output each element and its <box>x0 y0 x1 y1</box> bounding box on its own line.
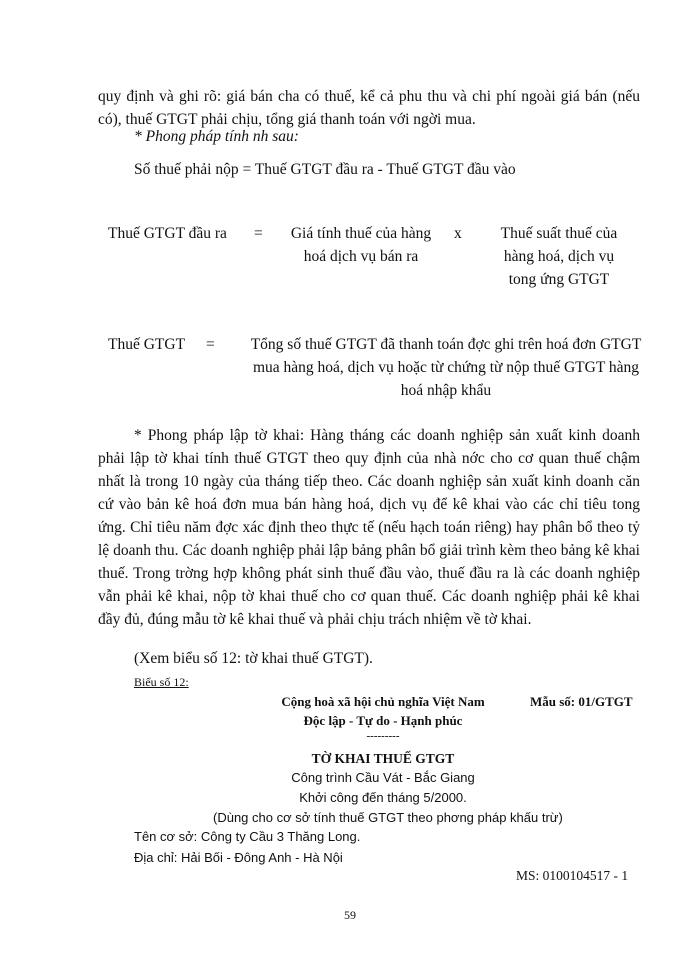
form-usage: (Dùng cho cơ sở tính thuế GTGT theo phơng pháp khấu trừ) <box>213 810 563 825</box>
formula-output-term2: Thuế suất thuế của hàng hoá, dịch vụ tong ứng GTGT <box>500 225 618 288</box>
tax-formula: Số thuế phải nộp = Thuế GTGT đầu ra - Thuế GTGT đầu vào <box>134 161 516 178</box>
form-tax-code: MS: 0100104517 - 1 <box>516 868 629 883</box>
method-declare-paragraph: * Phong pháp lập tờ khai: Hàng tháng các doanh nghiệp sản xuất kinh doanh phải lập tờ khai tính thuế GTGT theo quy định của nhà nớc cho cơ quan thuế chậm nhất là trong 10 ngày của tháng tiếp theo. Các doanh nghiệp sản xuất kinh doanh căn cứ vào bản kê hoá đơn mua bán hàng hoá, dịch vụ để kê khai vào các chỉ tiêu tong ứng. Chỉ tiêu năm đợc xác định theo thực tế (nếu hạch toán riêng) hay phân bổ theo tỷ lệ doanh thu. Các doanh nghiệp phải lập bảng phân bổ giải trình kèm theo bảng kê khai thuế. Trong trờng hợp không phát sinh thuế đầu vào, thuế đầu ra là các doanh nghiệp vẫn phải kê khai, nộp tờ khai thuế cho cơ quan thuế. Các doanh nghiệp phải kê khai đầy đủ, đúng mẫu tờ kê khai thuế và phải chịu trách nhiệm về tờ khai. <box>98 426 640 628</box>
formula-output-lhs: Thuế GTGT đầu ra <box>108 225 227 242</box>
form-code: Mẫu số: 01/GTGT <box>530 694 633 709</box>
formula-output-eq: = <box>254 225 263 242</box>
formula-output-term1: Giá tính thuế của hàng hoá dịch vụ bán ra <box>290 225 432 265</box>
reference-note: (Xem biểu số 12: tờ khai thuế GTGT). <box>134 650 373 667</box>
form-title: TỜ KHAI THUẾ GTGT <box>311 751 455 766</box>
page-number: 59 <box>344 908 356 922</box>
method-calc-heading: * Phong pháp tính nh sau: <box>134 128 299 145</box>
form-motto: Độc lập - Tự do - Hạnh phúc <box>303 713 463 728</box>
form-label: Biểu số 12: <box>134 675 189 689</box>
formula-input-rhs: Tổng số thuế GTGT đã thanh toán đợc ghi trên hoá đơn GTGT mua hàng hoá, dịch vụ hoặc từ chứng từ nộp thuế GTGT hàng hoá nhập khẩu <box>250 336 642 399</box>
form-project: Công trình Cầu Vát - Bắc Giang <box>291 770 475 785</box>
intro-paragraph: quy định và ghi rõ: giá bán cha có thuế, kể cả phu thu và chi phí ngoài giá bán (nếu có), thuế GTGT phải chịu, tổng giá thanh toán với ngời mua. <box>98 87 640 128</box>
form-address: Địa chỉ: Hải Bối - Đông Anh - Hà Nội <box>134 850 343 865</box>
form-country: Cộng hoà xã hội chủ nghĩa Việt Nam <box>281 694 485 709</box>
form-divider: --------- <box>366 730 400 742</box>
formula-input-eq: = <box>206 336 215 353</box>
form-period: Khởi công đến tháng 5/2000. <box>299 790 467 805</box>
form-org-name: Tên cơ sở: Công ty Cầu 3 Thăng Long. <box>134 829 361 844</box>
formula-input-lhs: Thuế GTGT <box>108 336 186 353</box>
formula-output-op: x <box>454 225 462 242</box>
